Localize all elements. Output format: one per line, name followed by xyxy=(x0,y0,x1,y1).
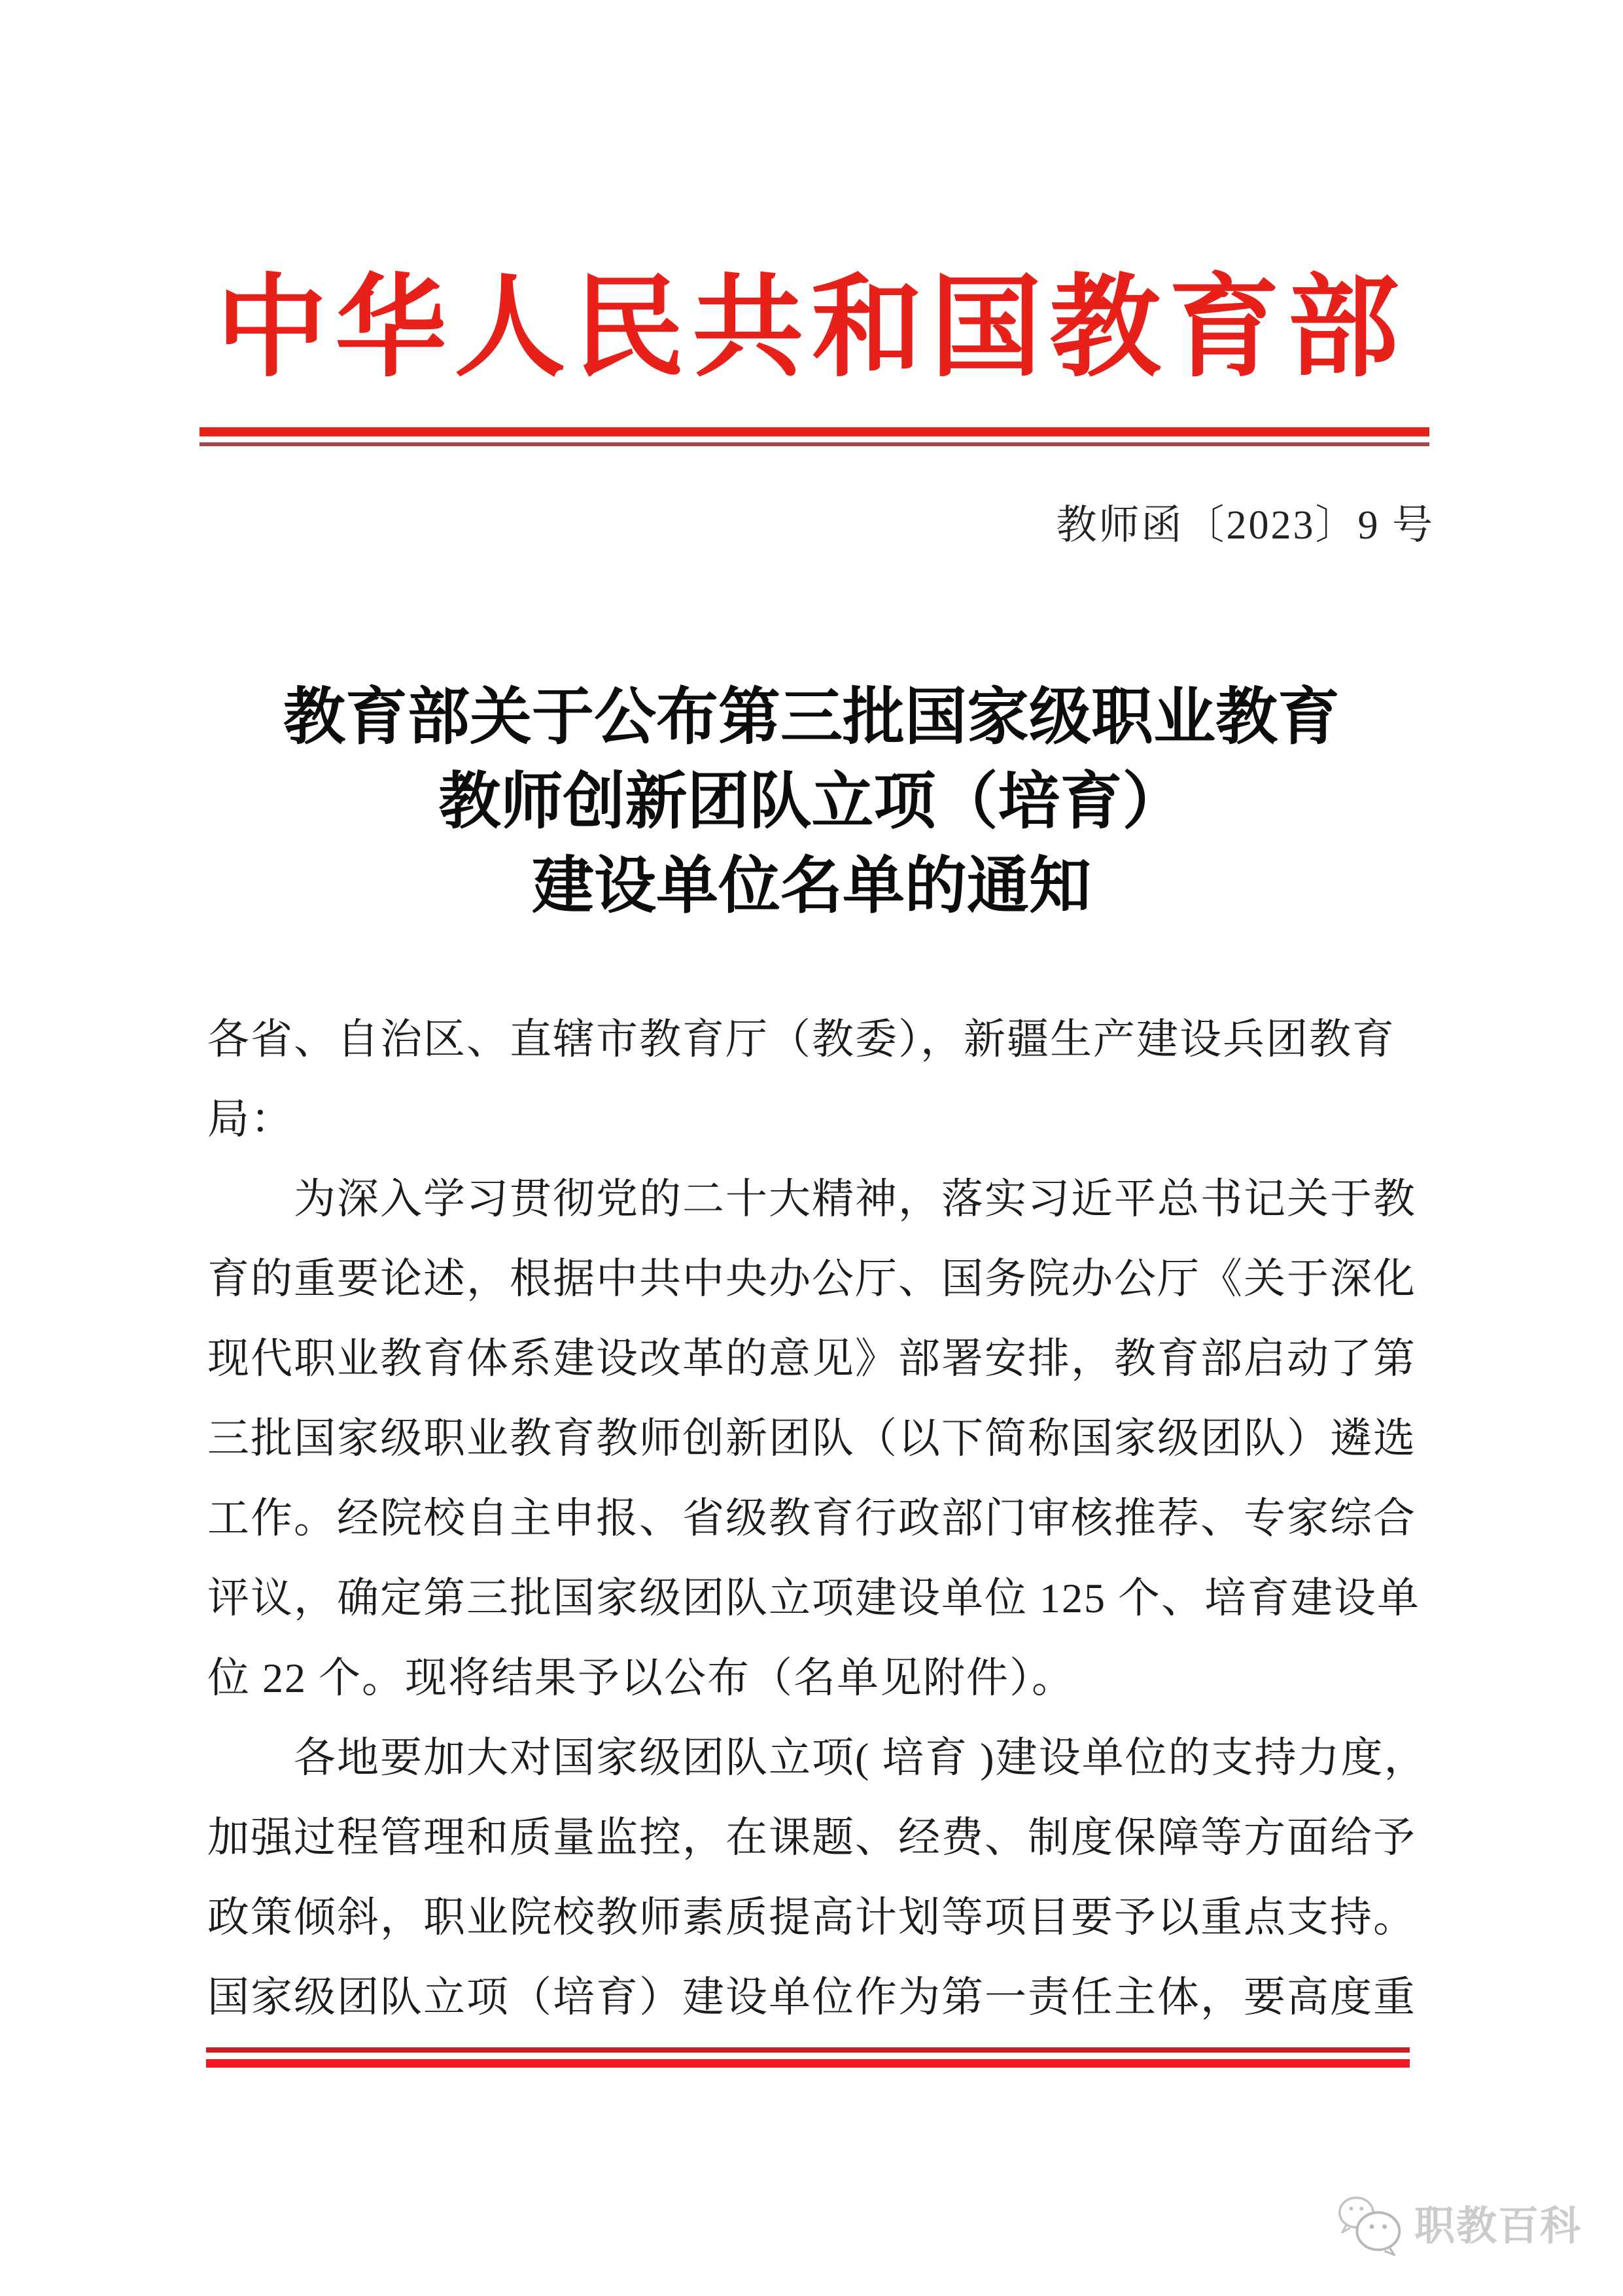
body-line: 国家级团队立项（培育）建设单位作为第一责任主体，要高度重 xyxy=(207,1974,1416,2021)
body-line: 评议，确定第三批国家级团队立项建设单位 125 个、培育建设单 xyxy=(207,1575,1420,1621)
body-line: 局： xyxy=(207,1096,294,1142)
notice-title-line-2: 教师创新团队立项（培育） xyxy=(438,767,1185,836)
watermark xyxy=(1332,2191,1582,2263)
body-line: 现代职业教育体系建设改革的意见》部署安排，教育部启动了第 xyxy=(207,1335,1416,1382)
wechat-logo-icon xyxy=(1332,2191,1409,2263)
notice-title-line-3: 建设单位名单的通知 xyxy=(531,851,1091,921)
body-line: 三批国家级职业教育教师创新团队（以下简称国家级团队）遴选 xyxy=(207,1415,1416,1462)
footer-rule-thick xyxy=(206,2059,1410,2068)
notice-title xyxy=(0,675,1623,928)
body-line: 各省、自治区、直辖市教育厅（教委），新疆生产建设兵团教育 xyxy=(207,1016,1395,1063)
body-line: 加强过程管理和质量监控，在课题、经费、制度保障等方面给予 xyxy=(207,1814,1416,1861)
doc-number: 教师函〔2023〕9 号 xyxy=(1056,503,1435,548)
body-line: 工作。经院校自主申报、省级教育行政部门审核推荐、专家综合 xyxy=(207,1495,1416,1542)
notice-body xyxy=(207,1000,1427,2038)
footer-rule-thin xyxy=(206,2047,1410,2053)
header-rule-thick xyxy=(200,427,1429,436)
body-line: 政策倾斜，职业院校教师素质提高计划等项目要予以重点支持。 xyxy=(207,1894,1416,1941)
ministry-header-title: 中华人民共和国教育部 xyxy=(216,267,1407,390)
watermark-text: 职教百科 xyxy=(1414,2204,1582,2249)
body-line: 育的重要论述，根据中共中央办公厅、国务院办公厅《关于深化 xyxy=(207,1256,1416,1302)
body-line: 为深入学习贯彻党的二十大精神，落实习近平总书记关于教 xyxy=(207,1176,1416,1222)
header-rule-thin xyxy=(200,442,1429,446)
body-line: 位 22 个。现将结果予以公布（名单见附件）。 xyxy=(207,1655,1075,1701)
body-line: 各地要加大对国家级团队立项( 培育 )建设单位的支持力度， xyxy=(207,1735,1427,1781)
notice-title-line-1: 教育部关于公布第三批国家级职业教育 xyxy=(283,682,1340,752)
